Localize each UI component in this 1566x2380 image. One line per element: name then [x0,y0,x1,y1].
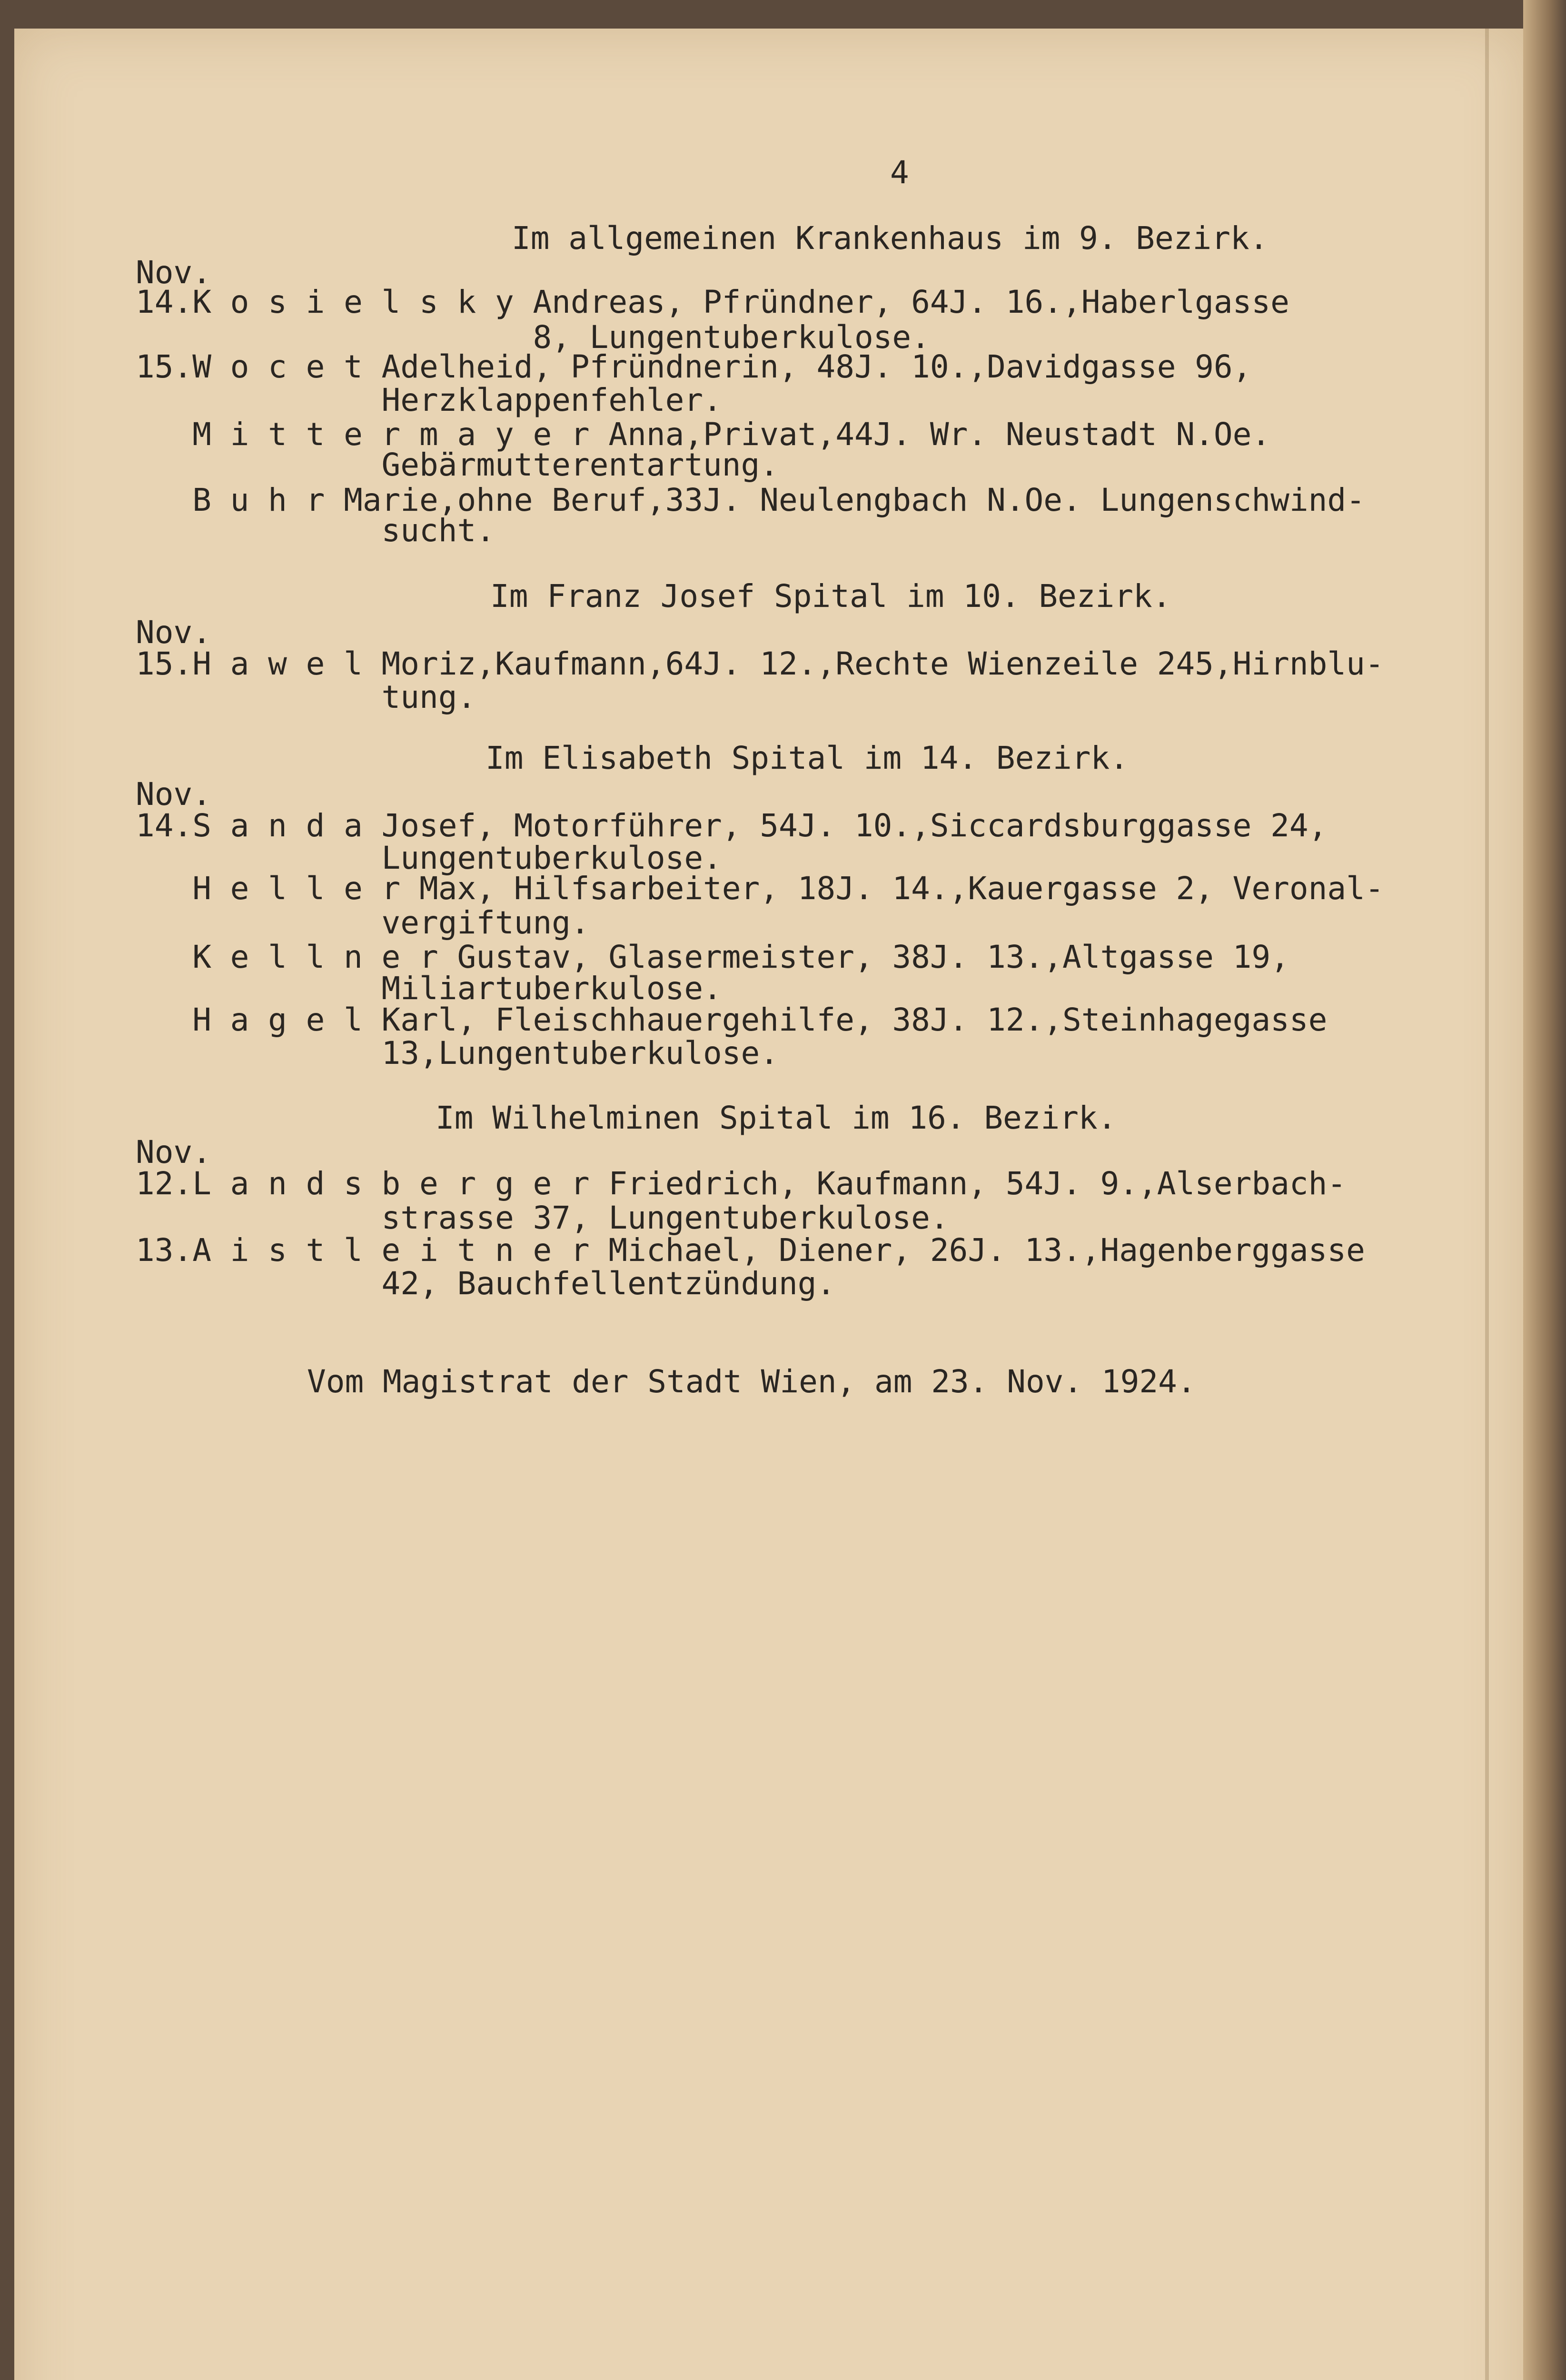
section-heading: Im Franz Josef Spital im 10. Bezirk. [490,578,1171,615]
entry-line: sucht. [136,512,495,549]
entry-line: Miliartuberkulose. [136,970,722,1007]
entry-line: 14.K o s i e l s k y Andreas, Pfründner, 64J. 16.,Haberlgasse [136,284,1289,320]
month-label: Nov. [136,614,211,651]
entry-line: H e l l e r Max, Hilfsarbeiter, 18J. 14.,Kauergasse 2, Veronal- [136,870,1384,907]
entry-line: 13.A i s t l e i t n e r Michael, Diener, 26J. 13.,Hagenberggasse [136,1232,1365,1269]
entry-line: 15.W o c e t Adelheid, Pfründnerin, 48J. 10.,Davidgasse 96, [136,348,1252,385]
section-heading: Im Elisabeth Spital im 14. Bezirk. [486,740,1129,776]
entry-line: tung. [136,679,476,715]
entry-line: B u h r Marie,ohne Beruf,33J. Neulengbach N.Oe. Lungenschwind- [136,482,1365,518]
entry-line: 8, Lungentuberkulose. [136,319,930,356]
book-edge [1523,0,1566,2380]
page-fold [1485,29,1489,2380]
section-heading: Im allgemeinen Krankenhaus im 9. Bezirk. [512,220,1269,257]
footer-signature-line: Vom Magistrat der Stadt Wien, am 23. Nov. 1924. [307,1363,1196,1400]
month-label: Nov. [136,254,211,291]
entry-line: 12.L a n d s b e r g e r Friedrich, Kaufmann, 54J. 9.,Alserbach- [136,1165,1347,1202]
month-label: Nov. [136,776,211,813]
entry-line: strasse 37, Lungentuberkulose. [136,1200,949,1236]
entry-line: vergiftung. [136,904,590,941]
page-number: 4 [890,154,909,191]
entry-line: M i t t e r m a y e r Anna,Privat,44J. Wr. Neustadt N.Oe. [136,416,1271,453]
entry-line: Gebärmutterentartung. [136,446,779,483]
section-heading: Im Wilhelminen Spital im 16. Bezirk. [436,1100,1117,1136]
entry-line: 14.S a n d a Josef, Motorführer, 54J. 10.,Siccardsburggasse 24, [136,807,1328,844]
entry-line: 15.H a w e l Moriz,Kaufmann,64J. 12.,Rechte Wienzeile 245,Hirnblu- [136,645,1384,682]
entry-line: 13,Lungentuberkulose. [136,1035,779,1071]
entry-line: H a g e l Karl, Fleischhauergehilfe, 38J. 12.,Steinhagegasse [136,1002,1328,1038]
entry-line: Lungentuberkulose. [136,840,722,876]
month-label: Nov. [136,1134,211,1170]
entry-line: Herzklappenfehler. [136,382,722,418]
entry-line: 42, Bauchfellentzündung. [136,1265,836,1302]
entry-line: K e l l n e r Gustav, Glasermeister, 38J. 13.,Altgasse 19, [136,939,1289,975]
